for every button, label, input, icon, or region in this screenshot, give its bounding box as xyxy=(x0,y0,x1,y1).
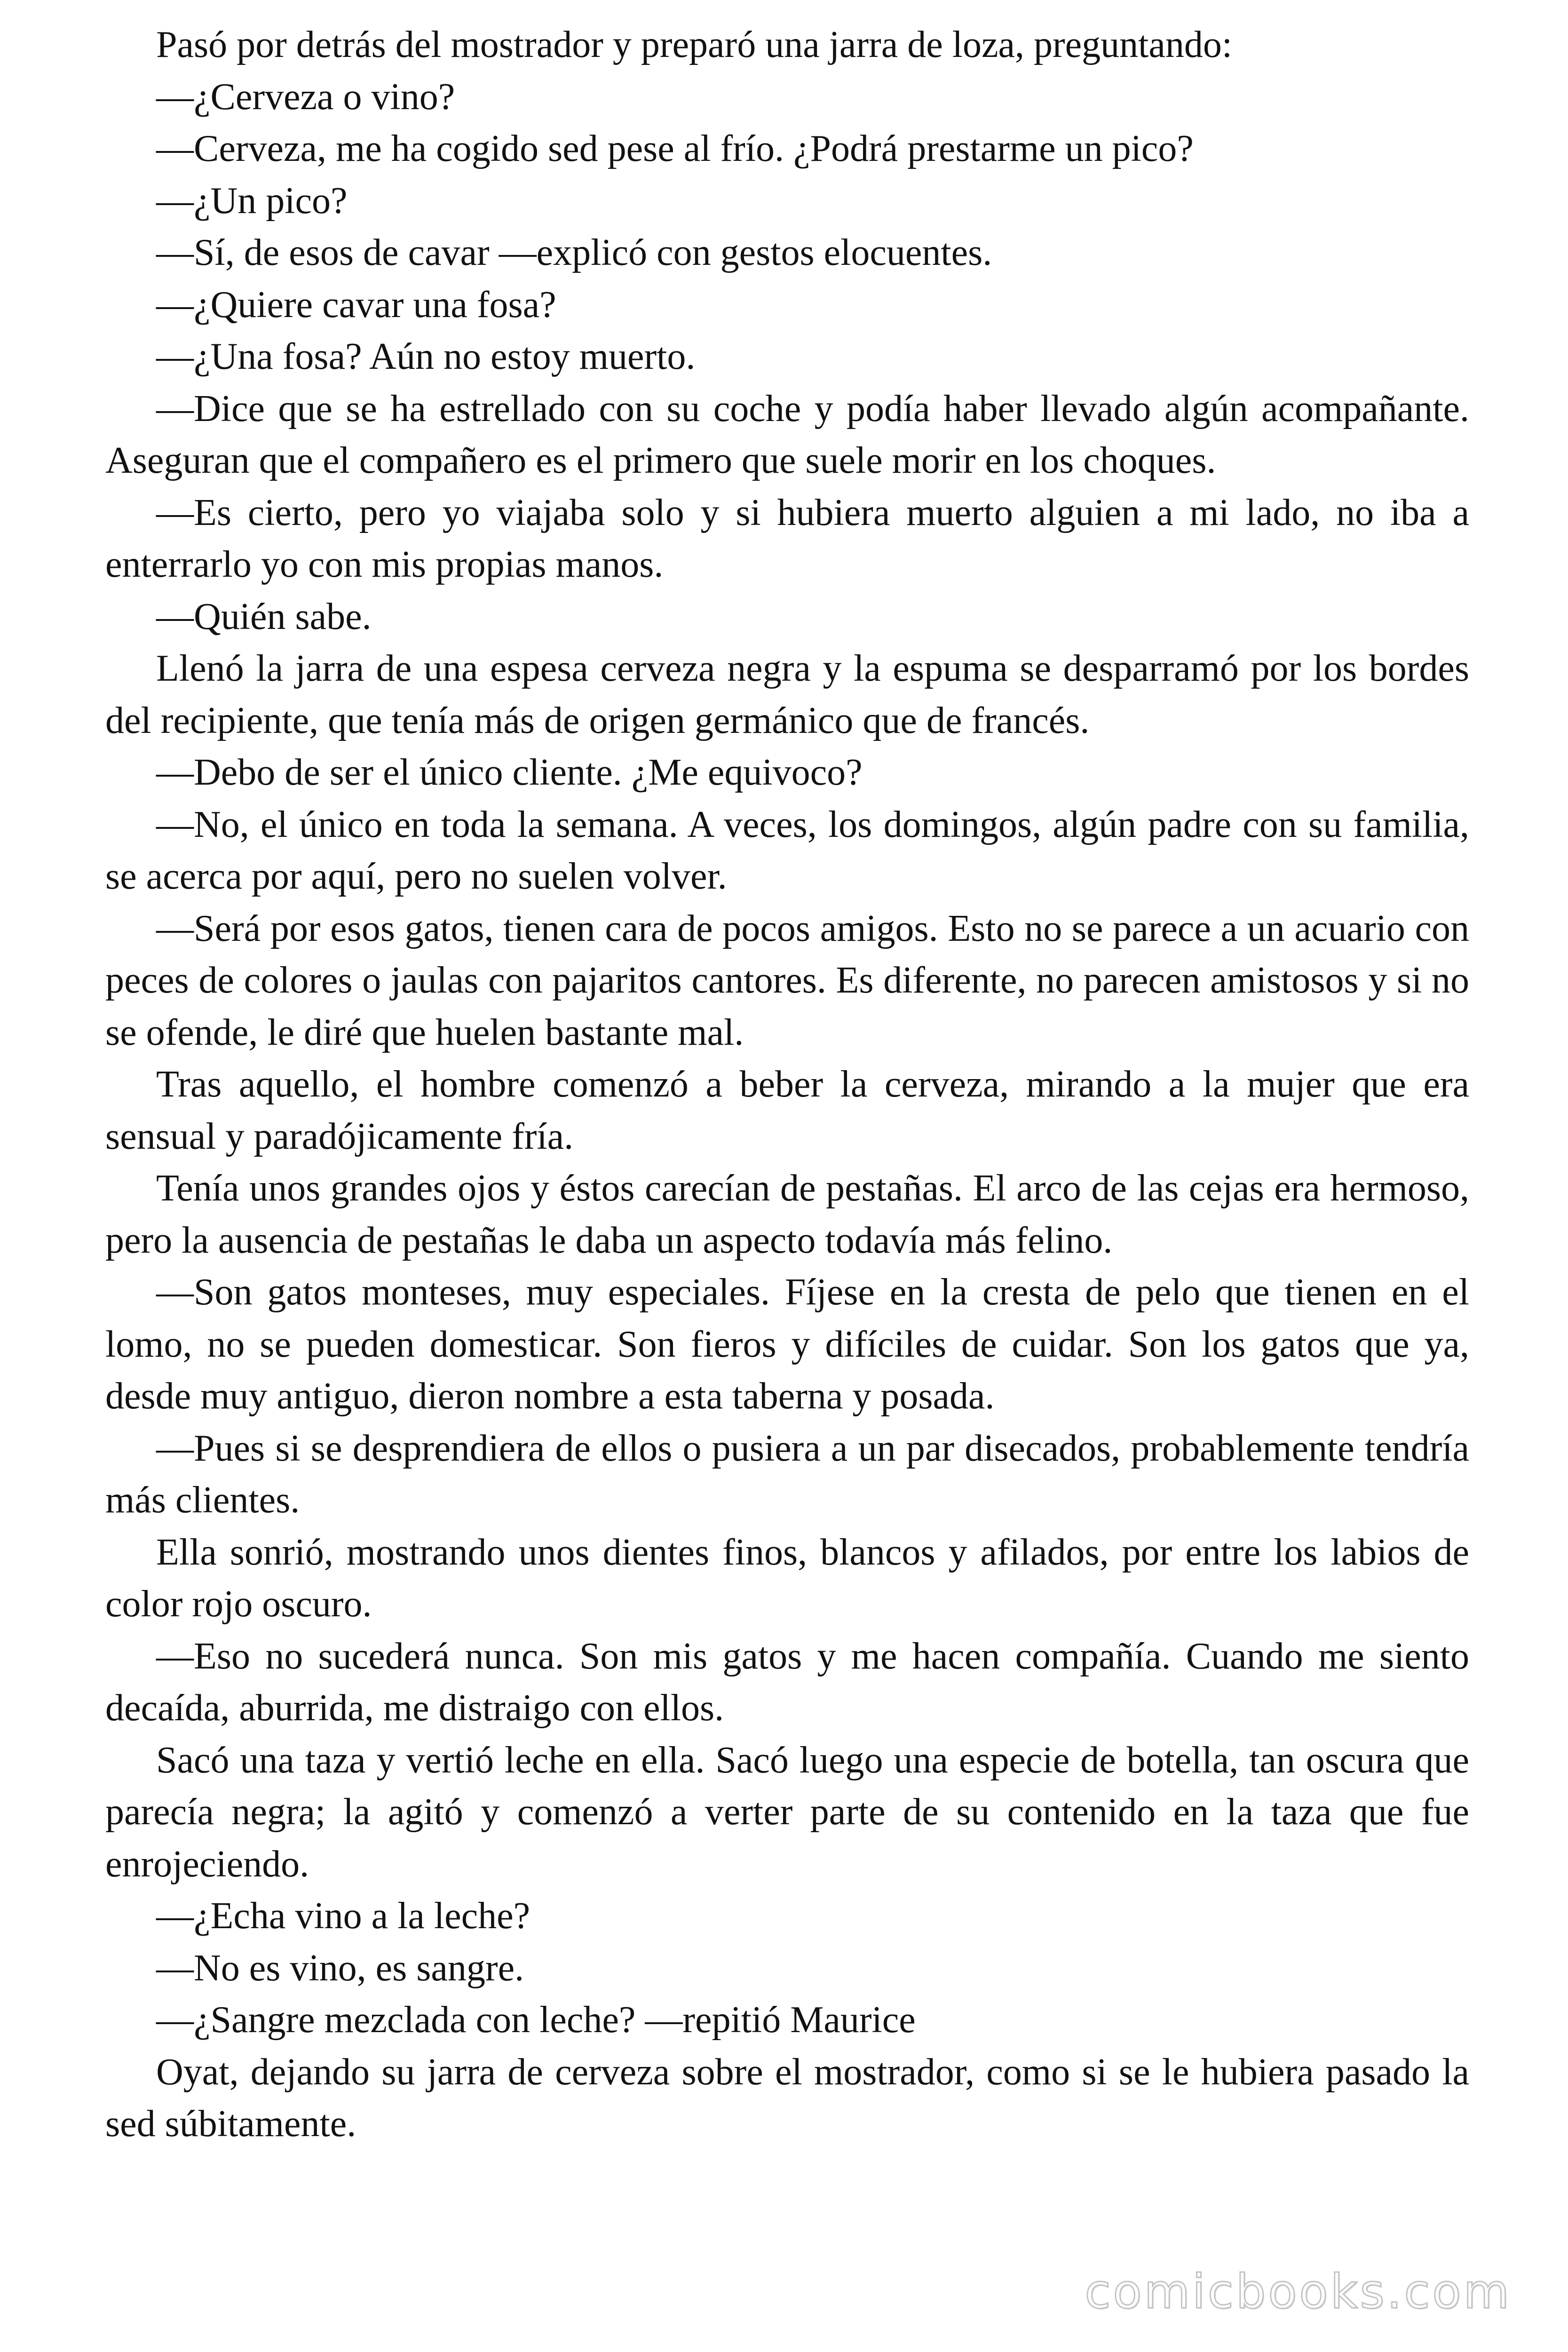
paragraph: —Eso no sucederá nunca. Son mis gatos y me hacen compañía. Cuando me siento decaída, aburrida, me distraigo con ellos. xyxy=(105,1635,1469,1729)
paragraph: —Son gatos monteses, muy especiales. Fíjese en la cresta de pelo que tienen en el lomo, no se pueden domesticar. Son fieros y difíciles de cuidar. Son los gatos que ya, desde muy antiguo, dieron nombre a esta taberna y posada. xyxy=(105,1271,1469,1417)
paragraph: —No, el único en toda la semana. A veces, los domingos, algún padre con su familia, se acerca por aquí, pero no suelen volver. xyxy=(105,803,1469,897)
paragraph: —Dice que se ha estrellado con su coche y podía haber llevado algún acompañante. Aseguran que el compañero es el primero que suele morir en los choques. xyxy=(105,388,1469,481)
watermark: comicbooks.com xyxy=(1085,2264,1512,2319)
paragraph: —Debo de ser el único cliente. ¿Me equivoco? xyxy=(156,752,863,793)
paragraph: Llenó la jarra de una espesa cerveza negra y la espuma se desparramó por los bordes del recipiente, que tenía más de origen germánico que de francés. xyxy=(105,648,1469,741)
paragraph: Ella sonrió, mostrando unos dientes finos, blancos y afilados, por entre los labios de color rojo oscuro. xyxy=(105,1531,1469,1625)
paragraph: —¿Cerveza o vino? xyxy=(156,76,455,118)
paragraph: Tras aquello, el hombre comenzó a beber la cerveza, mirando a la mujer que era sensual y paradójicamente fría. xyxy=(105,1064,1469,1157)
paragraph: Tenía unos grandes ojos y éstos carecían de pestañas. El arco de las cejas era hermoso, pero la ausencia de pestañas le daba un aspecto todavía más felino. xyxy=(105,1168,1469,1261)
paragraph: —¿Echa vino a la leche? xyxy=(156,1895,531,1937)
paragraph: —¿Sangre mezclada con leche? —repitió Maurice xyxy=(156,1999,916,2041)
paragraph: —Quién sabe. xyxy=(156,596,372,637)
paragraph: Oyat, dejando su jarra de cerveza sobre el mostrador, como si se le hubiera pasado la sed súbitamente. xyxy=(105,2051,1469,2145)
paragraph: —Será por esos gatos, tienen cara de pocos amigos. Esto no se parece a un acuario con peces de colores o jaulas con pajaritos cantores. Es diferente, no parecen amistosos y si no se ofende, le diré que huelen bastante mal. xyxy=(105,907,1469,1053)
paragraph: —Pues si se desprendiera de ellos o pusiera a un par disecados, probablemente tendría más clientes. xyxy=(105,1427,1469,1521)
page-body-text xyxy=(105,19,1469,2150)
paragraph: —Sí, de esos de cavar —explicó con gestos elocuentes. xyxy=(156,232,992,273)
paragraph: —¿Quiere cavar una fosa? xyxy=(156,284,556,326)
paragraph: Pasó por detrás del mostrador y preparó una jarra de loza, preguntando: xyxy=(156,24,1233,65)
paragraph: —No es vino, es sangre. xyxy=(156,1947,524,1989)
paragraph: Sacó una taza y vertió leche en ella. Sacó luego una especie de botella, tan oscura que parecía negra; la agitó y comenzó a verter parte de su contenido en la taza que fue enrojeciendo. xyxy=(105,1739,1469,1885)
paragraph: —¿Un pico? xyxy=(156,180,348,222)
paragraph: —¿Una fosa? Aún no estoy muerto. xyxy=(156,336,696,377)
paragraph: —Cerveza, me ha cogido sed pese al frío. ¿Podrá prestarme un pico? xyxy=(156,128,1194,169)
paragraph: —Es cierto, pero yo viajaba solo y si hubiera muerto alguien a mi lado, no iba a enterrarlo yo con mis propias manos. xyxy=(105,492,1469,585)
